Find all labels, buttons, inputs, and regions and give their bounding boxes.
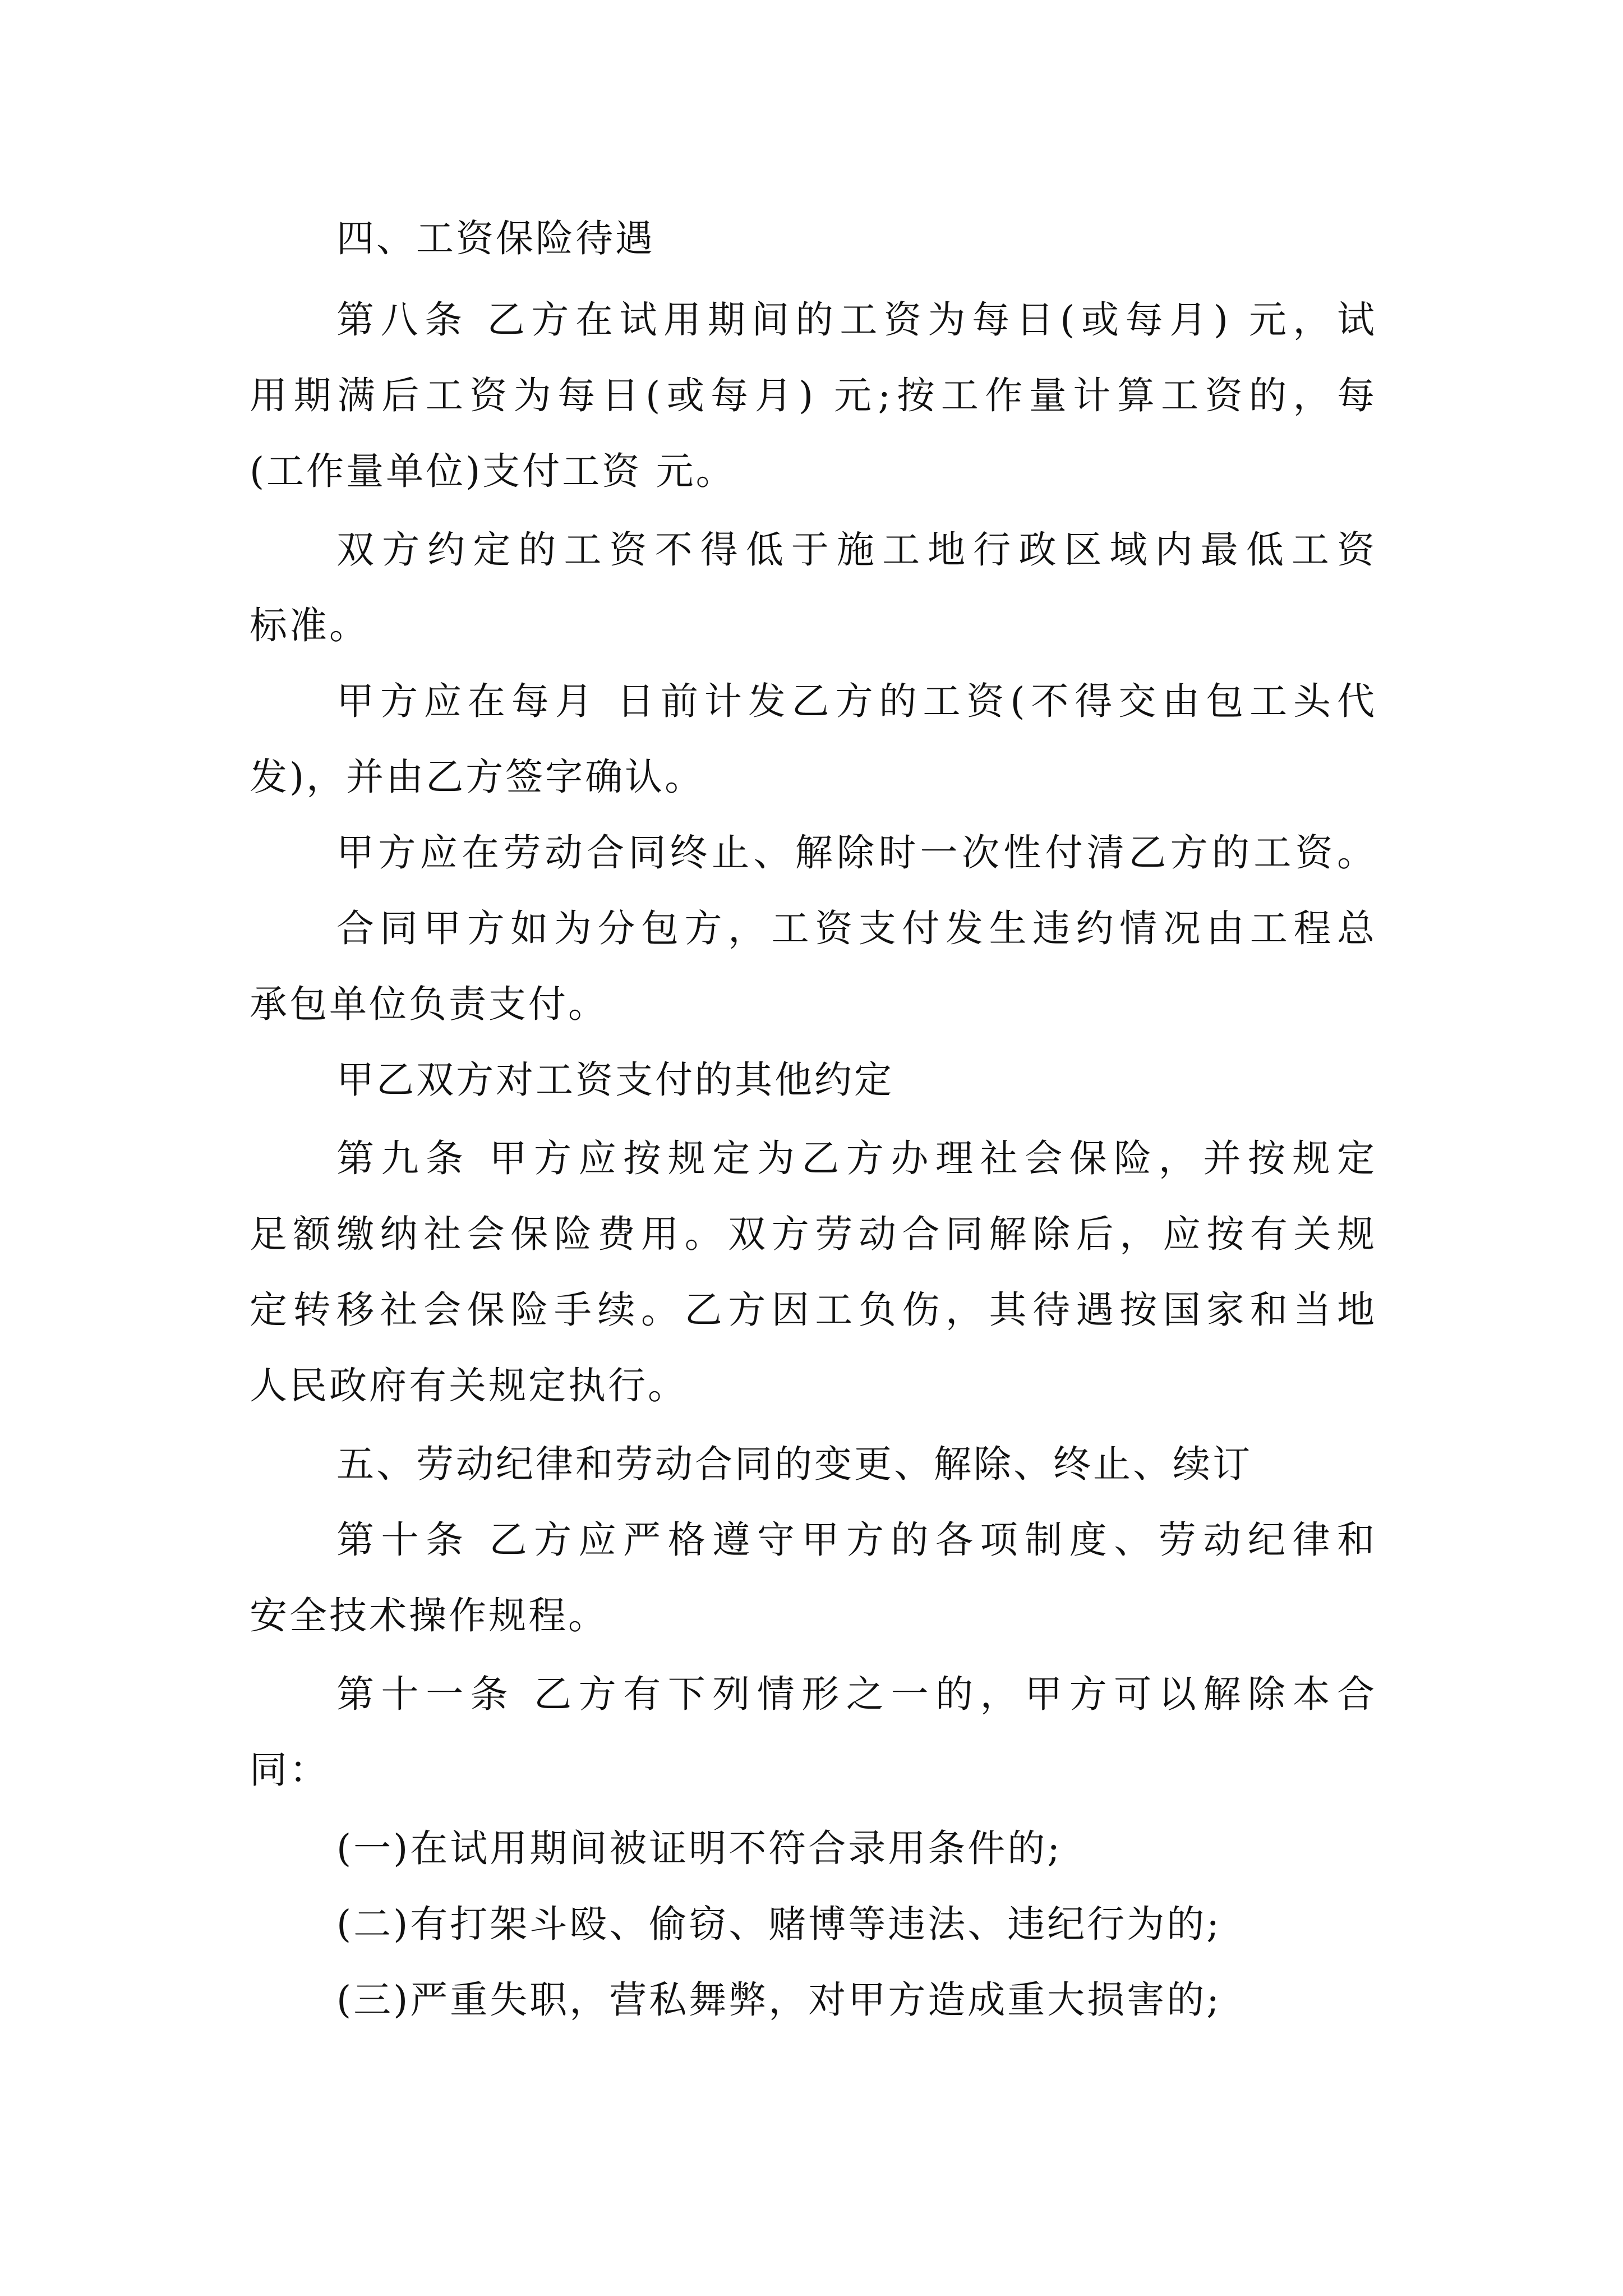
article-9-line-1: 第九条 甲方应按规定为乙方办理社会保险，并按规定	[336, 1137, 1377, 1180]
article-8-line-3: (工作量单位)支付工资 元。	[250, 449, 736, 493]
article-9-line-4: 人民政府有关规定执行。	[250, 1364, 688, 1407]
list-item-3: (三)严重失职，营私舞弊，对甲方造成重大损害的;	[336, 1978, 1221, 2022]
article-9-line-3: 定转移社会保险手续。乙方因工负伤，其待遇按国家和当地	[250, 1288, 1377, 1332]
final-pay-line: 甲方应在劳动合同终止、解除时一次性付清乙方的工资。	[336, 831, 1377, 875]
subcontract-line-2: 承包单位负责支付。	[250, 982, 608, 1026]
article-11-line-1: 第十一条 乙方有下列情形之一的，甲方可以解除本合	[336, 1672, 1377, 1716]
article-10-line-1: 第十条 乙方应严格遵守甲方的各项制度、劳动纪律和	[336, 1518, 1377, 1562]
min-wage-line-2: 标准。	[250, 604, 369, 647]
article-10-line-2: 安全技术操作规程。	[250, 1594, 608, 1637]
article-11-line-2: 同：	[250, 1748, 329, 1792]
pay-date-line-1: 甲方应在每月 日前计发乙方的工资(不得交由包工头代	[336, 679, 1377, 723]
section-heading-wages-insurance: 四、工资保险待遇	[336, 217, 655, 260]
min-wage-line-1: 双方约定的工资不得低于施工地行政区域内最低工资	[336, 528, 1377, 572]
other-agreement-line: 甲乙双方对工资支付的其他约定	[336, 1058, 894, 1102]
pay-date-line-2: 发)，并由乙方签字确认。	[250, 755, 705, 799]
list-item-1: (一)在试用期间被证明不符合录用条件的;	[336, 1826, 1062, 1870]
subcontract-line-1: 合同甲方如为分包方，工资支付发生违约情况由工程总	[336, 907, 1377, 950]
article-8-line-1: 第八条 乙方在试用期间的工资为每日(或每月) 元，试	[336, 298, 1377, 342]
article-8-line-2: 用期满后工资为每日(或每月) 元;按工作量计算工资的，每	[250, 374, 1377, 417]
section-heading-discipline: 五、劳动纪律和劳动合同的变更、解除、终止、续订	[336, 1442, 1252, 1486]
list-item-2: (二)有打架斗殴、偷窃、赌博等违法、违纪行为的;	[336, 1902, 1221, 1946]
article-9-line-2: 足额缴纳社会保险费用。双方劳动合同解除后，应按有关规	[250, 1212, 1377, 1256]
